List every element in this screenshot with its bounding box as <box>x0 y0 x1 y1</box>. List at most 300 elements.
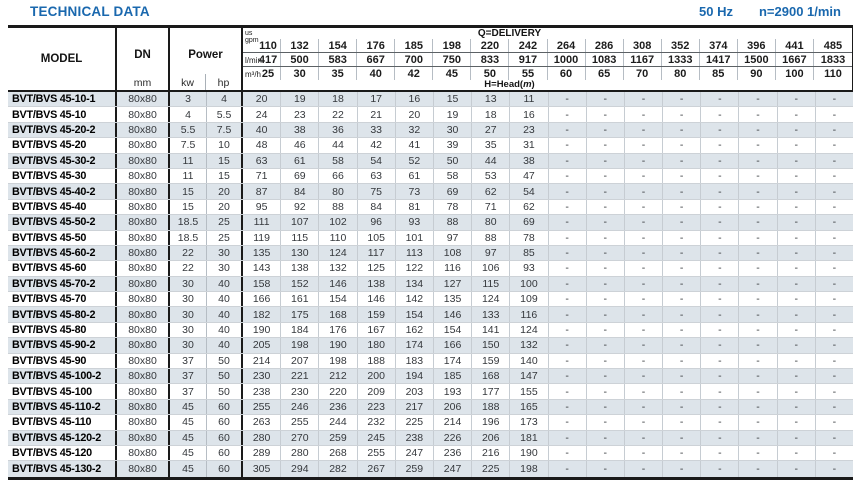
head-cell: 158 <box>243 277 281 291</box>
head-cell: - <box>778 154 816 168</box>
head-cell: 270 <box>281 431 319 445</box>
head-cell: - <box>625 200 663 214</box>
head-cell: 159 <box>472 354 510 368</box>
usgpm-value: 352 <box>662 39 700 52</box>
head-cell: 132 <box>510 338 548 352</box>
head-cell: 111 <box>243 215 281 229</box>
head-cell: 97 <box>472 246 510 260</box>
lmin-unit-label: l/min <box>245 56 262 65</box>
hp-cell: 20 <box>207 200 243 214</box>
table-row <box>8 323 853 338</box>
hp-cell: 50 <box>207 354 243 368</box>
head-cell: - <box>739 277 777 291</box>
head-cell: 21 <box>358 107 396 121</box>
head-cell: - <box>663 154 701 168</box>
head-cell: - <box>832 139 837 152</box>
hp-cell: 25 <box>207 231 243 245</box>
head-cell: 84 <box>358 200 396 214</box>
usgpm-values-row <box>243 39 852 53</box>
model-cell: BVT/BVS 45-120-2 <box>8 431 117 445</box>
m3h-value: 65 <box>586 67 624 80</box>
kw-cell: 30 <box>170 277 207 291</box>
head-cell: 207 <box>281 354 319 368</box>
head-cell: 244 <box>319 415 357 429</box>
m3h-value: 110 <box>824 67 842 80</box>
kw-cell: 37 <box>170 354 207 368</box>
head-cell: - <box>663 384 701 398</box>
head-cell: - <box>739 169 777 183</box>
lmin-value: 500 <box>281 53 319 66</box>
hp-cell: 40 <box>207 292 243 306</box>
head-cell: 108 <box>434 246 472 260</box>
model-cell: BVT/BVS 45-110 <box>8 415 117 429</box>
head-cell: 182 <box>243 307 281 321</box>
head-cell: - <box>549 446 587 460</box>
head-cell: - <box>625 354 663 368</box>
head-cell: - <box>549 92 587 106</box>
head-cell: 173 <box>510 415 548 429</box>
dn-cell: 80x80 <box>117 123 170 137</box>
usgpm-value: 441 <box>776 39 814 52</box>
delivery-column-header <box>243 28 853 90</box>
head-cell: - <box>625 231 663 245</box>
head-cell: - <box>739 138 777 152</box>
head-cell: - <box>739 323 777 337</box>
head-cell: - <box>701 384 739 398</box>
head-cell: - <box>832 108 837 121</box>
head-cell: - <box>587 107 625 121</box>
head-cell: - <box>663 246 701 260</box>
head-cell: - <box>832 385 837 398</box>
head-cell: 196 <box>472 415 510 429</box>
head-cell: - <box>663 292 701 306</box>
head-cell: - <box>587 415 625 429</box>
model-cell: BVT/BVS 45-130-2 <box>8 461 117 476</box>
m3h-value: 90 <box>738 67 776 80</box>
model-cell: BVT/BVS 45-20 <box>8 138 117 152</box>
head-cell: - <box>549 307 587 321</box>
table-row <box>8 400 853 415</box>
head-cell: 127 <box>434 277 472 291</box>
head-cell: 263 <box>243 415 281 429</box>
hp-cell: 10 <box>207 138 243 152</box>
head-cell: - <box>587 323 625 337</box>
head-cell: 183 <box>396 354 434 368</box>
head-cell: 110 <box>319 231 357 245</box>
head-cell: - <box>587 277 625 291</box>
head-cell: - <box>625 323 663 337</box>
head-cell: - <box>663 107 701 121</box>
m3h-value: 35 <box>319 67 357 80</box>
head-cell: 133 <box>472 307 510 321</box>
head-cell: - <box>625 400 663 414</box>
head-cell: 117 <box>358 246 396 260</box>
head-cell: - <box>701 338 739 352</box>
head-cell: - <box>587 369 625 383</box>
head-cell: - <box>587 384 625 398</box>
head-cell: 181 <box>510 431 548 445</box>
lmin-value: 417 <box>243 53 281 66</box>
head-cell: - <box>549 138 587 152</box>
head-cell: - <box>832 154 837 167</box>
head-cell: 159 <box>358 307 396 321</box>
head-cell: - <box>663 461 701 476</box>
lmin-value: 750 <box>433 53 471 66</box>
head-cell: - <box>549 200 587 214</box>
head-cell: - <box>549 431 587 445</box>
m3h-value: 45 <box>433 67 471 80</box>
usgpm-value: 132 <box>281 39 319 52</box>
head-cell: - <box>832 324 837 337</box>
model-cell: BVT/BVS 45-10 <box>8 107 117 121</box>
lmin-value: 1667 <box>776 53 814 66</box>
usgpm-value: 220 <box>471 39 509 52</box>
head-cell: 140 <box>510 354 548 368</box>
head-cell: 166 <box>434 338 472 352</box>
head-cell: - <box>778 369 816 383</box>
head-cell: - <box>778 231 816 245</box>
head-cell: 147 <box>510 369 548 383</box>
kw-cell: 22 <box>170 246 207 260</box>
head-cell: - <box>663 169 701 183</box>
m3h-value: 30 <box>281 67 319 80</box>
usgpm-value: 308 <box>624 39 662 52</box>
head-cell: 81 <box>396 200 434 214</box>
head-cell: 113 <box>396 246 434 260</box>
head-cell: 61 <box>281 154 319 168</box>
hp-cell: 4 <box>207 92 243 106</box>
dn-cell: 80x80 <box>117 400 170 414</box>
head-cell: 255 <box>281 415 319 429</box>
head-cell: 221 <box>281 369 319 383</box>
lmin-value: 1333 <box>662 53 700 66</box>
head-cell: 143 <box>243 261 281 275</box>
table-row <box>8 92 853 107</box>
head-cell: - <box>587 307 625 321</box>
dn-cell: 80x80 <box>117 338 170 352</box>
head-cell: 53 <box>472 169 510 183</box>
head-cell: 54 <box>358 154 396 168</box>
head-cell: 119 <box>243 231 281 245</box>
model-cell: BVT/BVS 45-70-2 <box>8 277 117 291</box>
head-cell: - <box>778 138 816 152</box>
model-cell: BVT/BVS 45-80 <box>8 323 117 337</box>
hp-cell: 50 <box>207 384 243 398</box>
dn-cell: 80x80 <box>117 184 170 198</box>
dn-cell: 80x80 <box>117 169 170 183</box>
head-cell: - <box>739 446 777 460</box>
kw-cell: 11 <box>170 169 207 183</box>
head-cell: 184 <box>281 323 319 337</box>
kw-cell: 18.5 <box>170 231 207 245</box>
head-cell: 24 <box>243 107 281 121</box>
head-cell: - <box>778 277 816 291</box>
head-cell: - <box>778 292 816 306</box>
head-cell: 167 <box>358 323 396 337</box>
table-row <box>8 415 853 430</box>
head-cell: 176 <box>319 323 357 337</box>
head-cell: 216 <box>472 446 510 460</box>
kw-cell: 18.5 <box>170 215 207 229</box>
head-cell: 46 <box>281 138 319 152</box>
head-cell: - <box>832 170 837 183</box>
head-cell: 69 <box>281 169 319 183</box>
head-cell: 19 <box>281 92 319 106</box>
speed-info <box>699 4 841 19</box>
head-cell: 190 <box>510 446 548 460</box>
kw-cell: 30 <box>170 307 207 321</box>
head-cell: - <box>663 338 701 352</box>
usgpm-value: 264 <box>548 39 586 52</box>
table-row <box>8 154 853 169</box>
head-cell: 225 <box>472 461 510 476</box>
head-cell: 217 <box>396 400 434 414</box>
head-cell: 48 <box>243 138 281 152</box>
head-cell: - <box>625 246 663 260</box>
head-cell: - <box>587 400 625 414</box>
head-cell: 268 <box>319 446 357 460</box>
head-cell: - <box>701 431 739 445</box>
kw-cell: 45 <box>170 415 207 429</box>
head-cell: 165 <box>510 400 548 414</box>
head-cell: - <box>701 215 739 229</box>
hp-cell: 50 <box>207 369 243 383</box>
head-cell: - <box>625 215 663 229</box>
head-cell: 245 <box>358 431 396 445</box>
head-cell: - <box>625 369 663 383</box>
m3h-value: 40 <box>357 67 395 80</box>
head-cell: 168 <box>472 369 510 383</box>
head-cell: 50 <box>434 154 472 168</box>
head-cell: 209 <box>358 384 396 398</box>
head-cell: - <box>778 261 816 275</box>
head-cell: - <box>625 184 663 198</box>
model-cell: BVT/BVS 45-30-2 <box>8 154 117 168</box>
table-row <box>8 123 853 138</box>
dn-cell: 80x80 <box>117 261 170 275</box>
head-cell: - <box>587 354 625 368</box>
head-cell: 13 <box>472 92 510 106</box>
head-cell: 84 <box>281 184 319 198</box>
head-cell: - <box>663 323 701 337</box>
head-cell: 11 <box>510 92 548 106</box>
dn-cell: 80x80 <box>117 231 170 245</box>
kw-cell: 30 <box>170 292 207 306</box>
head-cell: - <box>549 461 587 476</box>
head-cell: - <box>663 215 701 229</box>
head-cell: 124 <box>472 292 510 306</box>
head-cell: - <box>549 277 587 291</box>
kw-cell: 45 <box>170 446 207 460</box>
head-cell: 280 <box>243 431 281 445</box>
head-cell: - <box>739 400 777 414</box>
head-cell: - <box>587 123 625 137</box>
head-cell: - <box>832 416 837 429</box>
head-cell: 162 <box>396 323 434 337</box>
dn-cell: 80x80 <box>117 431 170 445</box>
head-cell: 230 <box>243 369 281 383</box>
head-cell: 138 <box>281 261 319 275</box>
dn-cell: 80x80 <box>117 154 170 168</box>
head-cell: 42 <box>358 138 396 152</box>
head-cell: - <box>701 277 739 291</box>
head-cell: - <box>549 154 587 168</box>
table-row <box>8 200 853 215</box>
head-cell: 75 <box>358 184 396 198</box>
model-cell: BVT/BVS 45-80-2 <box>8 307 117 321</box>
head-cell: - <box>832 293 837 306</box>
dn-cell: 80x80 <box>117 461 170 476</box>
head-cell: - <box>701 231 739 245</box>
dn-cell: 80x80 <box>117 446 170 460</box>
head-cell: - <box>587 92 625 106</box>
head-cell: 146 <box>434 307 472 321</box>
dn-cell: 80x80 <box>117 369 170 383</box>
head-cell: 185 <box>434 369 472 383</box>
head-cell: - <box>701 200 739 214</box>
dn-cell: 80x80 <box>117 246 170 260</box>
head-cell: 135 <box>434 292 472 306</box>
head-cell: 106 <box>472 261 510 275</box>
kw-cell: 45 <box>170 461 207 476</box>
dn-cell: 80x80 <box>117 92 170 106</box>
hp-cell: 7.5 <box>207 123 243 137</box>
model-cell: BVT/BVS 45-100-2 <box>8 369 117 383</box>
lmin-value: 1167 <box>624 53 662 66</box>
head-cell: - <box>625 277 663 291</box>
head-cell: - <box>832 401 837 413</box>
head-cell: - <box>739 215 777 229</box>
model-cell: BVT/BVS 45-100 <box>8 384 117 398</box>
head-cell: - <box>625 92 663 106</box>
head-cell: 150 <box>472 338 510 352</box>
table-row <box>8 169 853 184</box>
table-row <box>8 231 853 246</box>
technical-data-table <box>8 25 853 480</box>
head-cell: 146 <box>319 277 357 291</box>
head-cell: 41 <box>396 138 434 152</box>
head-cell: 206 <box>472 431 510 445</box>
head-cell: 88 <box>319 200 357 214</box>
head-cell: - <box>739 107 777 121</box>
head-cell: - <box>587 338 625 352</box>
head-cell: - <box>625 154 663 168</box>
head-cell: - <box>663 369 701 383</box>
table-row <box>8 446 853 461</box>
hp-cell: 15 <box>207 154 243 168</box>
head-cell: - <box>832 431 837 444</box>
m3h-value: 55 <box>509 67 547 80</box>
head-cell: - <box>832 339 837 352</box>
head-cell: 62 <box>472 184 510 198</box>
head-cell: 225 <box>396 415 434 429</box>
head-cell: 135 <box>243 246 281 260</box>
hp-cell: 20 <box>207 184 243 198</box>
head-cell: 78 <box>434 200 472 214</box>
kw-cell: 11 <box>170 154 207 168</box>
head-cell: - <box>739 123 777 137</box>
head-cell: 294 <box>281 461 319 476</box>
model-cell: BVT/BVS 45-90 <box>8 354 117 368</box>
head-cell: - <box>778 184 816 198</box>
head-cell: 73 <box>396 184 434 198</box>
head-cell: - <box>625 384 663 398</box>
m3h-value: 80 <box>662 67 700 80</box>
m3h-value: 70 <box>624 67 662 80</box>
head-cell: 20 <box>396 107 434 121</box>
head-cell: 61 <box>396 169 434 183</box>
usgpm-value: 374 <box>700 39 738 52</box>
head-cell: 69 <box>510 215 548 229</box>
hp-cell: 40 <box>207 323 243 337</box>
head-cell: - <box>739 184 777 198</box>
head-cell: - <box>625 307 663 321</box>
head-cell: - <box>739 92 777 106</box>
head-cell: - <box>739 246 777 260</box>
head-cell: - <box>587 261 625 275</box>
head-cell: 198 <box>319 354 357 368</box>
head-cell: 69 <box>434 184 472 198</box>
head-cell: 142 <box>396 292 434 306</box>
table-row <box>8 215 853 230</box>
hp-cell: 60 <box>207 431 243 445</box>
head-cell: - <box>549 415 587 429</box>
head-cell: - <box>739 338 777 352</box>
head-cell: - <box>778 384 816 398</box>
head-cell: - <box>778 461 816 476</box>
head-cell: 38 <box>281 123 319 137</box>
table-row <box>8 107 853 122</box>
head-cell: 22 <box>319 107 357 121</box>
hp-cell: 25 <box>207 215 243 229</box>
lmin-value: 1000 <box>548 53 586 66</box>
head-cell: 27 <box>472 123 510 137</box>
head-cell: 154 <box>319 292 357 306</box>
head-cell: 31 <box>510 138 548 152</box>
model-cell: BVT/BVS 45-110-2 <box>8 400 117 414</box>
dn-cell: 80x80 <box>117 138 170 152</box>
model-cell: BVT/BVS 45-40-2 <box>8 184 117 198</box>
head-cell: - <box>587 461 625 476</box>
delivery-label: Q=DELIVERY <box>477 28 542 39</box>
head-cell: - <box>663 354 701 368</box>
head-cell: 214 <box>243 354 281 368</box>
head-cell: - <box>701 307 739 321</box>
dn-cell: 80x80 <box>117 292 170 306</box>
head-cell: 52 <box>396 154 434 168</box>
head-cell: 188 <box>472 400 510 414</box>
table-row <box>8 246 853 261</box>
head-cell: 115 <box>281 231 319 245</box>
head-cell: 101 <box>396 231 434 245</box>
head-cell: 85 <box>510 246 548 260</box>
hp-cell: 40 <box>207 338 243 352</box>
head-cell: - <box>832 247 837 260</box>
kw-cell: 37 <box>170 384 207 398</box>
dn-column-header <box>117 28 170 90</box>
head-cell: 267 <box>358 461 396 476</box>
head-cell: - <box>701 154 739 168</box>
hp-cell: 30 <box>207 261 243 275</box>
head-cell: - <box>663 400 701 414</box>
head-cell: 102 <box>319 215 357 229</box>
hp-cell: 40 <box>207 307 243 321</box>
model-cell: BVT/BVS 45-60 <box>8 261 117 275</box>
model-column-header: MODEL <box>8 28 117 90</box>
head-cell: - <box>832 185 837 198</box>
head-cell: - <box>778 431 816 445</box>
usgpm-value: 176 <box>357 39 395 52</box>
